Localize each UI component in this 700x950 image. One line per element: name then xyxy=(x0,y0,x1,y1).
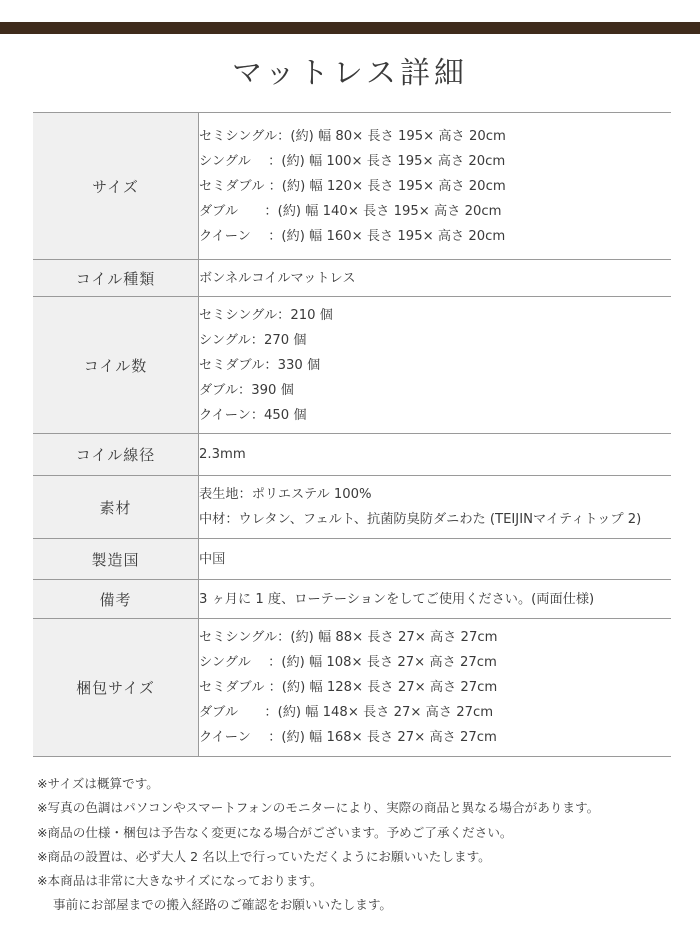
note-item: ※写真の色調はパソコンやスマートフォンのモニターにより、実際の商品と異なる場合があります。 xyxy=(37,800,600,816)
table-row xyxy=(33,580,671,619)
page-title: マットレス詳細 xyxy=(232,56,468,91)
value-line: 中材：ウレタン、フェルト、抗菌防臭防ダニわた (TEIJINマイティトップ 2) xyxy=(199,512,642,527)
spec-table xyxy=(33,112,671,757)
value-line: クイーン：450 個 xyxy=(199,407,307,423)
notes xyxy=(37,772,677,918)
row-value xyxy=(199,476,672,539)
table-row xyxy=(33,476,671,539)
value-line: シングル ：(約) 幅 100× 長さ 195× 高さ 20cm xyxy=(199,153,506,169)
value-line: シングル ：(約) 幅 108× 長さ 27× 高さ 27cm xyxy=(199,655,497,670)
row-label: コイル線径 xyxy=(33,434,199,476)
value-line: クイーン ：(約) 幅 168× 長さ 27× 高さ 27cm xyxy=(199,730,497,745)
row-value xyxy=(199,539,672,580)
row-label: 備考 xyxy=(33,580,199,619)
note-item: ※商品の設置は、必ず大人 2 名以上で行っていただくようにお願いいたします。 xyxy=(37,848,491,864)
note-item: ※商品の仕様・梱包は予告なく変更になる場合がございます。予めご了承ください。 xyxy=(37,824,513,840)
value-line: セミダブル：330 個 xyxy=(199,357,321,373)
row-value xyxy=(199,580,672,619)
value-line: ボンネルコイルマットレス xyxy=(199,270,356,286)
row-label: 素材 xyxy=(33,476,199,539)
value-line: 中国 xyxy=(199,551,226,567)
table-row xyxy=(33,260,671,297)
row-label: サイズ xyxy=(33,113,199,260)
row-label: コイル数 xyxy=(33,297,199,434)
value-line: ダブル ：(約) 幅 148× 長さ 27× 高さ 27cm xyxy=(199,705,494,720)
value-line: ダブル：390 個 xyxy=(199,382,294,398)
table-row xyxy=(33,619,671,757)
value-line: 3 ヶ月に 1 度、ローテーションをしてご使用ください。(両面仕様) xyxy=(199,591,595,607)
row-value xyxy=(199,113,672,260)
row-value xyxy=(199,434,672,476)
table-row xyxy=(33,539,671,580)
value-line: シングル：270 個 xyxy=(199,332,307,348)
row-label: 製造国 xyxy=(33,539,199,580)
row-value xyxy=(199,619,672,757)
value-line: セミシングル：(約) 幅 80× 長さ 195× 高さ 20cm xyxy=(199,128,506,144)
value-line: 2.3mm xyxy=(199,447,246,462)
note-item: ※サイズは概算です。 xyxy=(37,776,159,791)
value-line: クイーン ：(約) 幅 160× 長さ 195× 高さ 20cm xyxy=(199,228,506,244)
value-line: ダブル ：(約) 幅 140× 長さ 195× 高さ 20cm xyxy=(199,203,502,219)
value-line: 表生地：ポリエステル 100% xyxy=(199,487,372,502)
row-value xyxy=(199,260,672,297)
value-line: セミダブル ：(約) 幅 128× 長さ 27× 高さ 27cm xyxy=(199,680,498,695)
value-line: セミシングル：210 個 xyxy=(199,307,333,323)
value-line: セミダブル ：(約) 幅 120× 長さ 195× 高さ 20cm xyxy=(199,178,506,194)
row-value xyxy=(199,297,672,434)
value-line: セミシングル：(約) 幅 88× 長さ 27× 高さ 27cm xyxy=(199,630,498,645)
row-label: コイル種類 xyxy=(33,260,199,297)
note-item: ※本商品は非常に大きなサイズになっております。 xyxy=(37,873,323,889)
table-row xyxy=(33,434,671,476)
header-bar xyxy=(0,22,700,34)
row-label: 梱包サイズ xyxy=(33,619,199,757)
note-item: 事前にお部屋までの搬入経路のご確認をお願いいたします。 xyxy=(53,897,393,913)
table-row xyxy=(33,297,671,434)
table-row xyxy=(33,113,671,260)
